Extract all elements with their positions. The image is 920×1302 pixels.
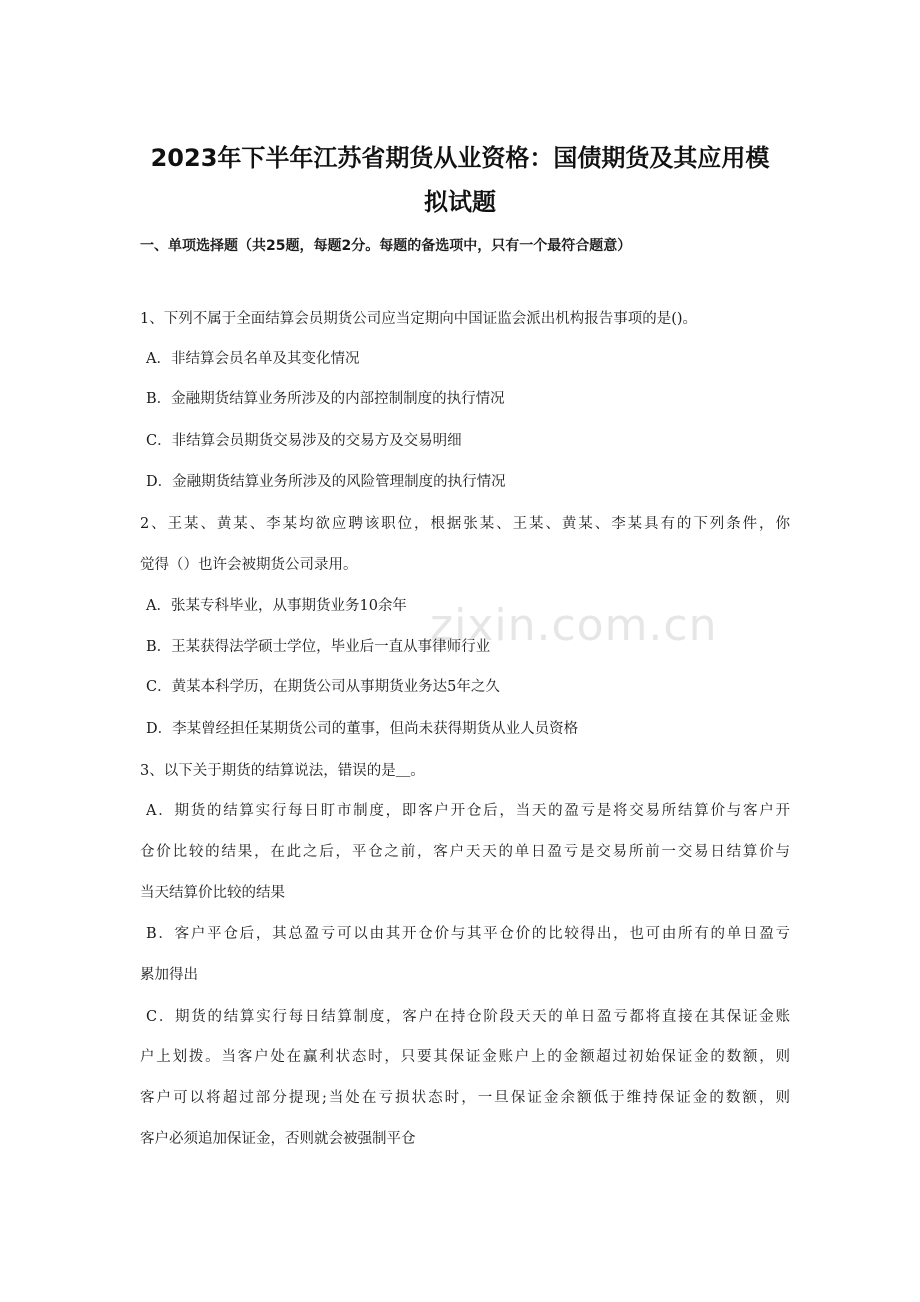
document-title-line-2: 拟试题 [424, 188, 496, 216]
question-3-option-c-line-4: 客户必须追加保证金，否则就会被强制平仓 [140, 1131, 416, 1147]
question-2-option-b: B．王某获得法学硕士学位，毕业后一直从事律师行业 [146, 639, 491, 655]
watermark: zixin.com.cn [430, 600, 718, 651]
document-title-line-1: 2023年下半年江苏省期货从业资格：国债期货及其应用模 [150, 144, 770, 172]
question-3-option-b-line-1: B．客户平仓后，其总盈亏可以由其开仓价与其平仓价的比较得出，也可由所有的单日盈亏 [146, 926, 790, 942]
question-2-option-a: A．张某专科毕业，从事期货业务10余年 [146, 598, 407, 614]
question-2-option-c: C．黄某本科学历，在期货公司从事期货业务达5年之久 [146, 679, 500, 695]
question-3-option-a-line-2: 仓价比较的结果，在此之后，平仓之前，客户天天的单日盈亏是交易所前一交易日结算价与 [140, 844, 790, 860]
section-header: 一、单项选择题（共25题，每题2分。每题的备选项中，只有一个最符合题意） [140, 238, 632, 254]
question-2-stem-line-2: 觉得（）也许会被期货公司录用。 [140, 557, 358, 573]
question-2-stem-line-1: 2、王某、黄某、李某均欲应聘该职位，根据张某、王某、黄某、李某具有的下列条件，你 [140, 516, 790, 532]
question-3-option-c-line-1: C．期货的结算实行每日结算制度，客户在持仓阶段天天的单日盈亏都将直接在其保证金账 [146, 1009, 790, 1025]
question-1-option-d: D．金融期货结算业务所涉及的风险管理制度的执行情况 [146, 474, 506, 490]
question-1-stem: 1、下列不属于全面结算会员期货公司应当定期向中国证监会派出机构报告事项的是()。 [140, 311, 698, 327]
question-1-option-b: B．金融期货结算业务所涉及的内部控制制度的执行情况 [146, 391, 505, 407]
question-2-option-d: D．李某曾经担任某期货公司的董事，但尚未获得期货从业人员资格 [146, 721, 579, 737]
question-1-option-c: C．非结算会员期货交易涉及的交易方及交易明细 [146, 433, 462, 449]
question-3-stem: 3、以下关于期货的结算说法，错误的是＿。 [140, 763, 425, 779]
question-3-option-c-line-2: 户上划拨。当客户处在赢利状态时，只要其保证金账户上的金额超过初始保证金的数额，则 [140, 1049, 790, 1065]
question-3-option-c-line-3: 客户可以将超过部分提现;当处在亏损状态时，一旦保证金余额低于维持保证金的数额，则 [140, 1090, 790, 1106]
question-3-option-a-line-1: A．期货的结算实行每日盯市制度，即客户开仓后，当天的盈亏是将交易所结算价与客户开 [146, 803, 790, 819]
question-1-option-a: A．非结算会员名单及其变化情况 [146, 351, 360, 367]
question-3-option-a-line-3: 当天结算价比较的结果 [140, 885, 285, 901]
question-3-option-b-line-2: 累加得出 [140, 967, 198, 983]
